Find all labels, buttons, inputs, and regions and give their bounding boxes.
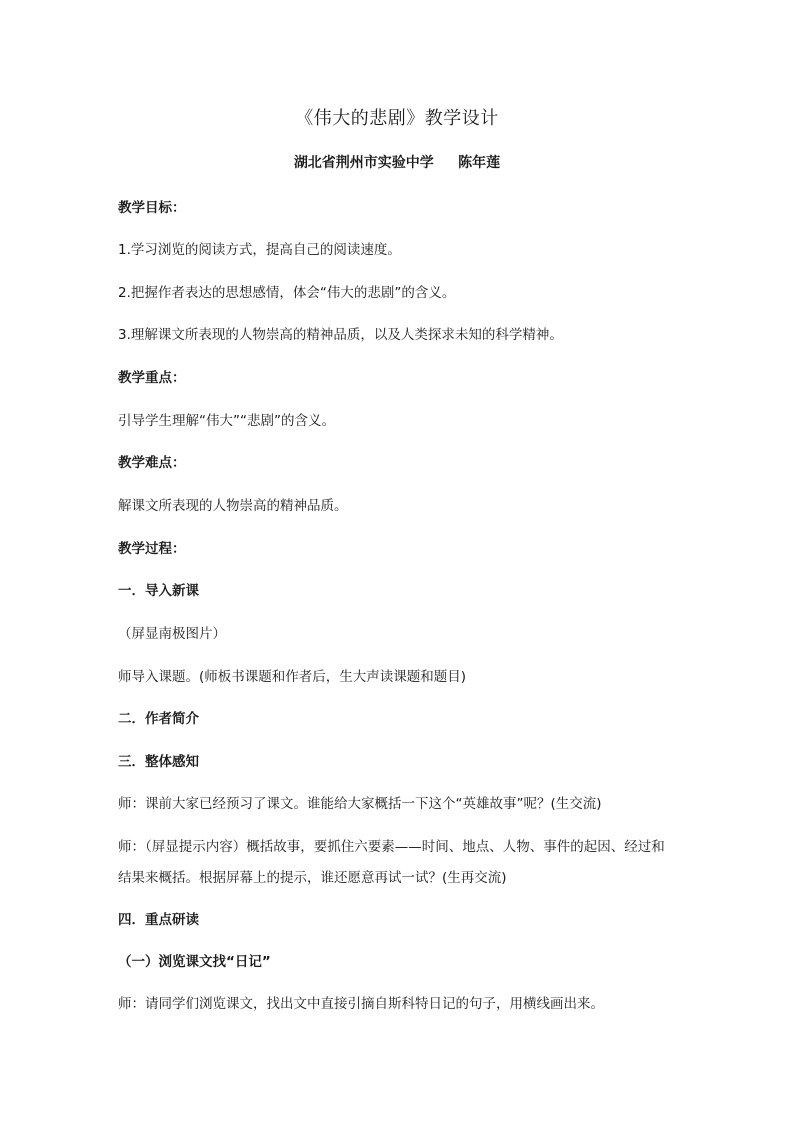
author-byline: 湖北省荆州市实验中学 陈年莲 [293, 155, 501, 171]
section-2-heading: 二．作者简介 [118, 711, 199, 727]
teacher-intro: 师导入课题。(师板书课题和作者后，生大声读课题和题目) [118, 669, 467, 685]
difficulty-text: 解课文所表现的人物崇高的精神品质。 [118, 498, 348, 514]
section-3-heading: 三．整体感知 [118, 754, 199, 770]
screen-picture-note: （屏显南极图片） [118, 626, 226, 642]
difficulty-heading: 教学难点： [118, 455, 186, 471]
section-4-heading: 四．重点研读 [118, 912, 199, 928]
key-points-text: 引导学生理解“伟大”“悲剧”的含义。 [118, 413, 335, 429]
teacher-question-1: 师：课前大家已经预习了课文。谁能给大家概括一下这个“英雄故事”呢？(生交流) [118, 796, 602, 812]
page-title: 《伟大的悲剧》教学设计 [295, 108, 499, 129]
teacher-question-3: 师：请同学们浏览课文，找出文中直接引摘自斯科特日记的句子，用横线画出来。 [118, 996, 604, 1012]
objective-1: 1.学习浏览的阅读方式，提高自己的阅读速度。 [118, 242, 401, 258]
objectives-heading: 教学目标： [118, 200, 186, 216]
process-heading: 教学过程： [118, 541, 186, 557]
key-points-heading: 教学重点： [118, 370, 186, 386]
subsection-1-heading: （一）浏览课文找“日记” [118, 954, 271, 970]
section-1-heading: 一．导入新课 [118, 583, 199, 599]
objective-2: 2.把握作者表达的思想感情，体会“伟大的悲剧”的含义。 [118, 285, 456, 301]
teacher-question-2: 师：（屏显提示内容）概括故事，要抓住六要素——时间、地点、人物、事件的起因、经过和结果来概括。根据屏幕上的提示，谁还愿意再试一试？(生再交流) [118, 839, 665, 886]
objective-3: 3.理解课文所表现的人物崇高的精神品质，以及人类探求未知的科学精神。 [118, 327, 563, 343]
